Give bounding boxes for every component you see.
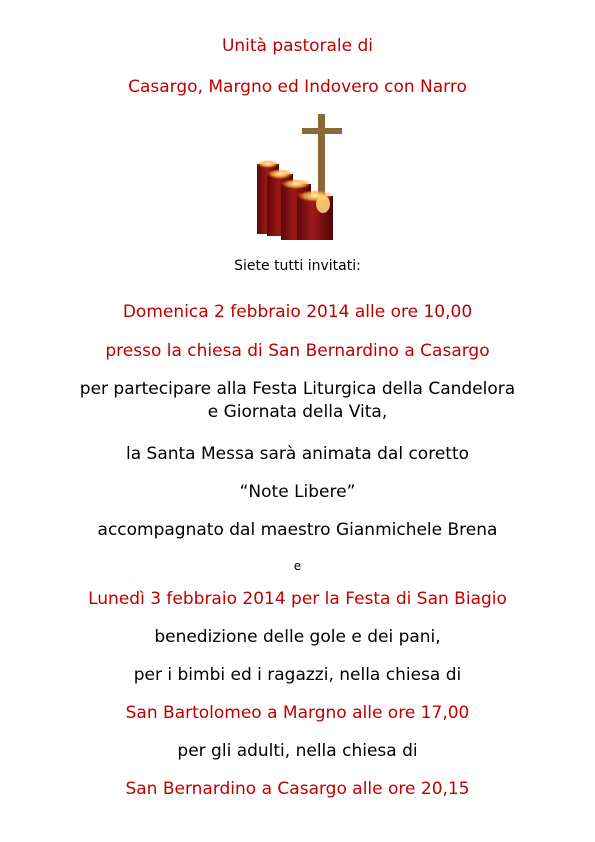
header-line-2: Casargo, Margno ed Indovero con Narro <box>128 77 467 97</box>
adults-place: San Bernardino a Casargo alle ore 20,15 <box>125 779 470 799</box>
maestro-line: accompagnato dal maestro Gianmichele Brena <box>97 520 498 540</box>
blessing-line: benedizione delle gole e dei pani, <box>154 627 441 647</box>
desc-line-1: per partecipare alla Festa Liturgica della Candelora <box>79 379 516 399</box>
choir-name: “Note Libere” <box>239 482 356 502</box>
event1-place: presso la chiesa di San Bernardino a Casargo <box>105 341 490 361</box>
desc-line-2: e Giornata della Vita, <box>207 402 388 422</box>
conjunction: e <box>293 559 302 573</box>
kids-place: San Bartolomeo a Margno alle ore 17,00 <box>125 703 470 723</box>
event1-date: Domenica 2 febbraio 2014 alle ore 10,00 <box>122 302 473 322</box>
invite-text: Siete tutti invitati: <box>234 258 361 274</box>
kids-line: per i bimbi ed i ragazzi, nella chiesa di <box>133 665 462 685</box>
adults-line: per gli adulti, nella chiesa di <box>177 741 418 761</box>
cross-candles-image <box>255 110 345 240</box>
mass-line: la Santa Messa sarà animata dal coretto <box>125 444 470 464</box>
event2-date: Lunedì 3 febbraio 2014 per la Festa di San Biagio <box>88 589 507 609</box>
header-line-1: Unità pastorale di <box>221 36 374 56</box>
